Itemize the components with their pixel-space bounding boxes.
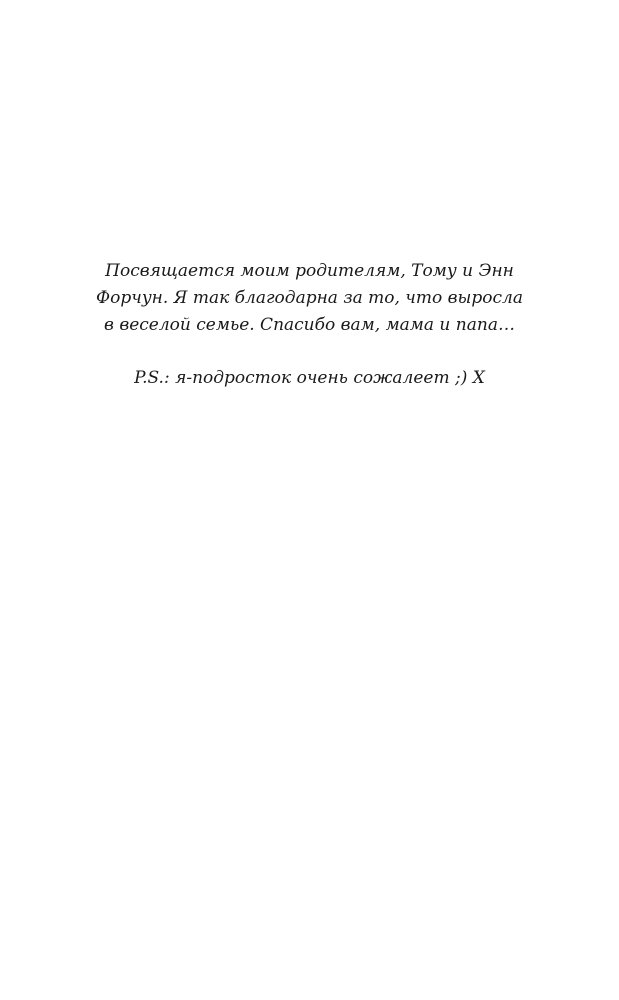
postscript-text: P.S.: я-подросток очень сожалеет ;) X [134,368,485,388]
dedication-line-2: Форчун. Я так благодарна за то, что выросла [96,288,523,308]
dedication-line-3: в веселой семье. Спасибо вам, мама и папа… [104,315,515,335]
dedication-line-1: Посвящается моим родителям, Тому и Энн [105,261,514,281]
dedication-text [60,258,559,339]
